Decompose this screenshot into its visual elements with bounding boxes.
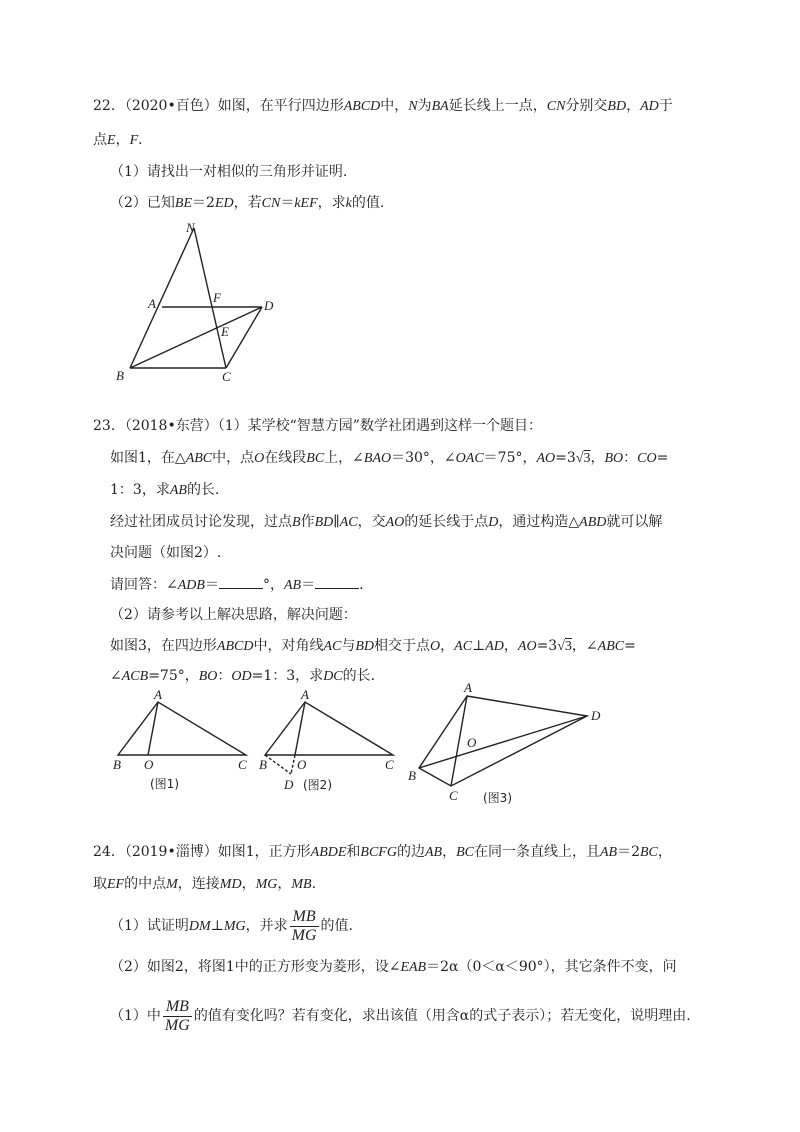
q23-f2-caption: (图2) — [303, 778, 332, 792]
q22-label-C: C — [222, 369, 231, 384]
q23-f1-triangle — [118, 702, 246, 755]
q22-line1: 22．（2020•百色）如图，在平行四边形ABCD中，N为BA延长线上一点，CN分别交BD，AD于 — [93, 98, 673, 114]
q22-seg-DC — [226, 307, 262, 368]
q23-f2-seg-AO — [295, 702, 305, 755]
q24-fraction-2: $\frac{MB}{MG}$ — [164, 997, 190, 1034]
q24-part3: （1）中 $\frac{MB}{MG}$ 的值有变化吗？若有变化，求出该值（用含α的式子表示）；若无变化，说明理由. — [110, 997, 691, 1034]
q23-line9: ∠ACB=75°，BO：OD=1：3，求DC的长. — [110, 668, 376, 684]
q22-seg-BD — [130, 307, 262, 368]
q23-sqrt: √3 — [575, 451, 591, 466]
q23-f2-label-D: D — [284, 777, 294, 792]
q23-line7: （2）请参考以上解决思路，解决问题： — [110, 607, 357, 623]
q22-label-F: F — [213, 290, 221, 305]
q22-label-D: D — [264, 298, 274, 313]
q23-f3-label-C: C — [449, 788, 458, 803]
q23-f1-label-B: B — [113, 757, 121, 772]
q23-f2-label-A: A — [301, 687, 309, 702]
q23-f2-triangle — [265, 702, 393, 755]
q23-f2-label-C: C — [385, 757, 394, 772]
q22-seg-NC — [194, 228, 226, 368]
q23-f2-seg-BD — [265, 755, 291, 774]
q24-fraction-1: $\frac{MB}{MG}$ — [291, 907, 317, 944]
q22-label-B: B — [116, 368, 124, 383]
q24-part1: （1）试证明DM⊥MG，并求 $\frac{MB}{MG}$ 的值. — [110, 907, 353, 944]
answer-blank-ab[interactable] — [315, 574, 359, 589]
q22-part2: （2）已知BE＝2ED，若CN＝kEF，求k的值. — [110, 195, 385, 211]
q24-line2: 取EF的中点M，连接MD，MG，MB. — [93, 876, 317, 892]
q23-line1: 23．（2018•东营）（1）某学校“智慧方园”数学社团遇到这样一个题目： — [93, 418, 542, 434]
answer-blank-angle[interactable] — [219, 574, 263, 589]
q23-line4: 经过社团成员讨论发现，过点B作BD∥AC，交AO的延长线于点D，通过构造△ABD就可以解 — [110, 514, 663, 530]
q23-f2-label-O: O — [297, 757, 307, 772]
q22-figure — [110, 220, 280, 390]
q23-f3-seg-AC — [451, 696, 467, 786]
q23-line5: 决问题（如图2）. — [110, 545, 222, 561]
q23-f3-label-O: O — [467, 735, 477, 750]
q23-f3-caption: (图3) — [483, 791, 512, 805]
q23-f2-label-B: B — [259, 757, 267, 772]
q23-f1-label-C: C — [238, 757, 247, 772]
q22-part1: （1）请找出一对相似的三角形并证明. — [110, 164, 348, 180]
q22-line2: 点E，F. — [93, 132, 143, 148]
q22-label-A: A — [148, 296, 156, 311]
q23-line3: 1：3，求AB的长. — [110, 482, 220, 498]
q23-figure3 — [405, 682, 620, 812]
q22-label-N: N — [186, 220, 195, 235]
q23-line2: 如图1，在△ABC中，点O在线段BC上，∠BAO＝30°，∠OAC＝75°，AO=3√3，BO：CO= — [110, 450, 669, 466]
q23-f3-label-B: B — [408, 768, 416, 783]
q23-f1-seg-AO — [148, 702, 158, 755]
q23-figure1 — [110, 687, 260, 800]
q23-f2-seg-OD — [291, 755, 295, 774]
q23-sqrt-2: √3 — [557, 639, 572, 654]
q23-f3-seg-BD — [419, 716, 587, 768]
q23-f1-label-A: A — [154, 687, 162, 702]
q22-label-E: E — [221, 324, 229, 339]
q24-line1: 24．（2019•淄博）如图1，正方形ABDE和BCFG的边AB，BC在同一条直线上，且AB＝2BC， — [93, 844, 672, 860]
q23-f3-quad — [419, 696, 587, 786]
q23-line6: 请回答：∠ADB＝ °，AB＝ . — [110, 574, 364, 596]
q23-line8: 如图3，在四边形ABCD中，对角线AC与BD相交于点O，AC⊥AD，AO=3√3，∠ABC= — [110, 638, 636, 654]
q24-part2: （2）如图2，将图1中的正方形变为菱形，设∠EAB＝2α（0＜α＜90°），其它条件不变，问 — [110, 959, 677, 975]
q23-f1-label-O: O — [144, 757, 154, 772]
q23-f3-label-A: A — [464, 680, 472, 695]
q23-f1-caption: (图1) — [150, 777, 179, 791]
q23-f3-label-D: D — [591, 708, 601, 723]
q23-figure2 — [257, 687, 407, 800]
q22-seg-BN — [130, 228, 194, 368]
